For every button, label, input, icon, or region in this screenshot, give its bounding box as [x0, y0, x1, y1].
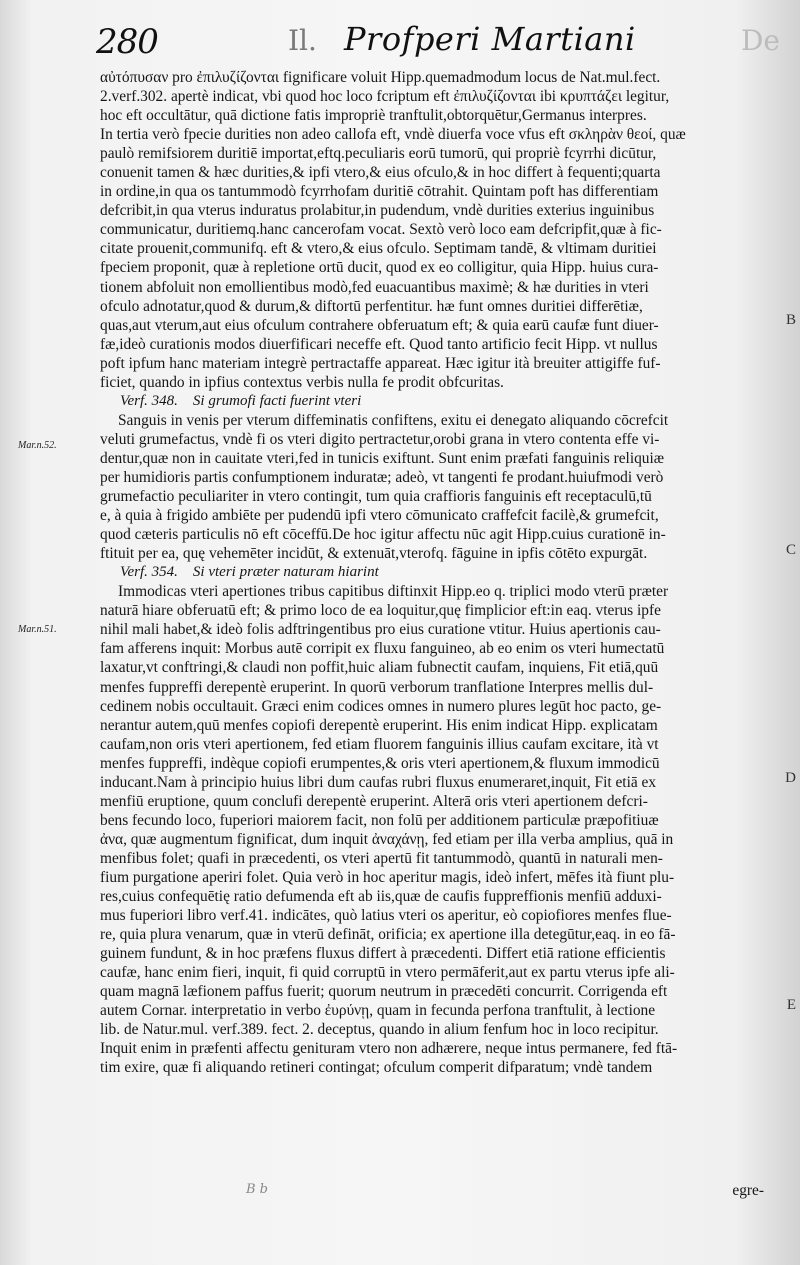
text-line: caufam,non oris vteri apertionem, fed etiam fluorem fanguinis illius caufam excitare, ità vt: [100, 735, 659, 753]
section-text: [100, 582, 776, 1077]
section-text: [100, 411, 776, 563]
text-line: ftituit per ea, quę vehemēter incidūt, & extenuāt,vterofq. fāguine in ipfis cōtēto expurgāt.: [100, 545, 648, 563]
text-line: ofculo adnotatur,quod & durum,& diftortū perfentitur. hæ funt omnes duritiei differētiæ,: [100, 297, 643, 315]
text-line: per humidioris partis confumptionem induratæ; adeò, vt tangenti fe prodant.huiufmodi verò: [100, 468, 664, 486]
verse-heading: Verf. 354. Si vteri præter naturam hiarint: [120, 564, 379, 581]
section-letter: B: [785, 312, 796, 328]
text-line: menfiū eruptione, quum conclufi derepentè eruperint. Alterā oris vteri apertionem defcri-: [100, 792, 648, 810]
text-line: e, à quia à frigido ambiēte per pudendū ipfi vtero cōmunicato craffefcit facilè,& grumefcit,: [100, 507, 659, 525]
text-line: mus fuperiori libro verf.41. indicātes, quò latius vteri os aperitur, eò copiofiores menfes flue-: [100, 907, 672, 925]
text-line: fpeciem proponit, quæ à repletione ortū ducit, quod ex eo colligitur, quia Hipp. huius cura-: [100, 259, 659, 277]
text-line: quas,aut vterum,aut eius ofculum contrahere obferuatum eft; & quia earū caufæ funt diuer-: [100, 316, 659, 334]
text-line: paulò remifsiorem duritiē importat,eftq.peculiaris eorū tumorū, qui propriè fcyrrhi dicūtur,: [100, 145, 657, 163]
text-line: fam afferens inquit: Morbus autē corripit ex fluxu fanguineo, ab eo enim os vteri humectatū: [100, 640, 665, 658]
text-line: laxatur,vt conftringi,& claudi non poffit,huic aliam fubnectit caufam, inquiens, Fit etiā,quū: [100, 659, 659, 677]
text-line: re, quia plura venarum, quæ in vterū defināt, orificia; ex apertione illa detegūtur,eaq. in eo fā-: [100, 926, 676, 944]
text-line: res,cuius confequētię ratio defumenda eft ab iis,quæ de caufis fuppreffionis menfiū adduxi-: [100, 888, 662, 906]
text-line: grumefactio peculiariter in vtero contingit, tum quia craffioris fanguinis eft receptaculū,tū: [100, 488, 652, 506]
text-line: lib. de Natur.mul. verf.389. fect. 2. deceptus, quando in alium fenfum hoc in loco recipitur.: [100, 1021, 659, 1039]
text-line: nihil mali habet,& ideò folis adftringentibus pro eius curatione vtitur. Huius apertionis cau-: [100, 621, 661, 639]
text-line: menfes fuppreffi derepentè eruperint. In quorū verborum tranflatione Interpres mellis dul-: [100, 678, 654, 696]
section-verse-354: [100, 563, 776, 1077]
signature-mark: B b: [246, 1182, 269, 1197]
text-line: hoc eft occultātur, quā dictione fatis impropriè tranftulit,obtorquētur,Germanus interpres.: [100, 107, 647, 125]
text-line: autem Cornar. interpretatio in verbo ἐυρύνῃ, quam in fecunda perfona tranftulit, à lectione: [100, 1002, 656, 1020]
text-line: veluti grumefactus, vndè fi os vteri digito pertractetur,orobi grana in vtero contenta effe vi-: [100, 430, 660, 448]
text-line: tim exire, quæ fi aliquando retineri contingat; ofculum comperit difparatum; vndè tandem: [100, 1059, 653, 1077]
text-line: quod cæteris particulis nō eft cōceffū.De hoc igitur affectu nūc agit Hipp.cuius curationē in-: [100, 526, 666, 544]
margin-note: Mar.n.52.: [18, 440, 57, 451]
text-line: Sanguis in venis per vterum diffeminatis confiftens, exitu ei denegato aliquando cōcrefcit: [118, 411, 669, 429]
text-line: inducant.Nam à principio huius libri dum caufas rubri fluxus enumeraret,inquit, Fit etiā ex: [100, 773, 657, 791]
section-letter: E: [786, 997, 796, 1013]
text-line: nerantur autem,quū menfes copiofi derepentè eruperint. His enim indicat Hipp. explicatam: [100, 716, 658, 734]
text-line: quam magnā læfionem paffus fuerit; quorum neutrum in præcedēti concurrit. Corrigenda eft: [100, 983, 668, 1001]
margin-note: Mar.n.51.: [18, 624, 57, 635]
text-line: fæ,ideò curationis modos diuerfificari neceffe eft. Quod tanto artificio fecit Hipp. vt nullus: [100, 335, 658, 353]
running-head: [96, 18, 780, 62]
page-number: 280: [96, 22, 158, 62]
text-line: citate prouenit,communifq. eft & vtero,& eius ofculo. Septimam tandē, & vltimam duritiei: [100, 240, 657, 258]
text-line: caufæ, hanc enim fieri, inquit, fi quid corruptū in vtero permāferit,aut ex partu vterus ipfe ali-: [100, 964, 675, 982]
text-line: defcribit,in qua vterus induratus prolabitur,in pudendum, vndè durities exterius inguinibus: [100, 202, 655, 220]
text-line: ἀνα, quæ augmentum fignificat, dum inquit ἀναχάνῃ, fed etiam per illa verba amplius, quā in: [100, 830, 674, 848]
text-block: [100, 68, 776, 1077]
text-line: αὐτόπυσαν pro ἐπιλυζίζονται fignificare voluit Hipp.quemadmodum locus de Nat.mul.fect.: [100, 69, 661, 86]
show-through-text: De: [740, 24, 780, 57]
text-line: cedinem nobis occultauit. Græci enim codices omnes in numero plures legūt hoc pacto, ge-: [100, 697, 662, 715]
text-line: communicatur, duritiemq.hanc cancerofam vocat. Sextò verò loco eam defcripfit,quæ à fic-: [100, 221, 662, 239]
text-line: fium purgatione aperiri folet. Quia verò in hoc aperitur magis, ideò infert, mēfes ità fiunt plu-: [100, 868, 675, 886]
text-line: Inquit enim in præfenti affectu genituram vtero non adhærere, neque intus permanere, fed ftā-: [100, 1040, 678, 1058]
text-line: ficiet, quando in ipfius contextus verbis nulla fe prodit obfcuritas.: [100, 373, 504, 391]
text-line: Immodicas vteri apertiones tribus capitibus diftinxit Hipp.eo q. triplici modo vterū præter: [118, 583, 669, 601]
verse-heading: Verf. 348. Si grumofi facti fuerint vteri: [120, 392, 362, 409]
text-line: 2.verf.302. apertè indicat, vbi quod hoc loco fcriptum eft ἐπιλυζίζονται ibi κρυπτάζει legitur,: [100, 88, 670, 106]
text-line: conuenit tamen & hæc durities,& ipfi vtero,& eius ofculo,& in hoc differt à fequenti;quarta: [100, 164, 661, 182]
text-line: guinem fundunt, & in hoc præfens fluxus differt à præcedenti. Differt etiā ratione efficientis: [100, 945, 666, 963]
text-line: naturā hiare obferuatū eft; & primo loco de ea loquitur,quę fimplicior eft:in eaq. vterus ipfe: [100, 602, 661, 620]
text-line: menfibus folet; quafi in præcedenti, os vteri apertū fit tantummodò, quantū in naturali men-: [100, 849, 663, 867]
running-title: Profperi Martiani: [344, 20, 636, 58]
section-letter: C: [785, 542, 796, 558]
text-line: In tertia verò fpecie durities non adeo callofa eft, vndè diuerfa voce vfus eft σκληρὰν θεοί, quæ: [100, 126, 686, 144]
text-line: menfes fuppreffi, indèque copiofi erumpentes,& oris vteri apertionem,& fluxum immodicū: [100, 754, 660, 772]
section-verse-348: [100, 392, 776, 563]
book-number: Il.: [288, 24, 317, 57]
text-line: in ordine,in qua os tantummodò fcyrrhofam duritiē cōtrahit. Quintam poft has differentiam: [100, 183, 659, 201]
section-letter: D: [785, 770, 796, 786]
paragraph-continued: [100, 68, 776, 392]
text-line: dentur,quæ non in cauitate vteri,fed in tunicis exiftunt. Sunt enim præfati fanguinis reliquiæ: [100, 449, 665, 467]
text-line: bens fecundo loco, fuperiori maiorem facit, non folū per additionem particulæ præpofitiuæ: [100, 811, 659, 829]
catchword: egre-: [732, 1182, 764, 1199]
text-line: tionem abfoluit non emollientibus modò,fed euacuantibus maximè; & hæ durities in vteri: [100, 278, 649, 296]
text-line: poft ipfum hanc materiam integrè pertractaffe appareat. Hæc igitur ità breuiter attigiffe fuf-: [100, 354, 661, 372]
